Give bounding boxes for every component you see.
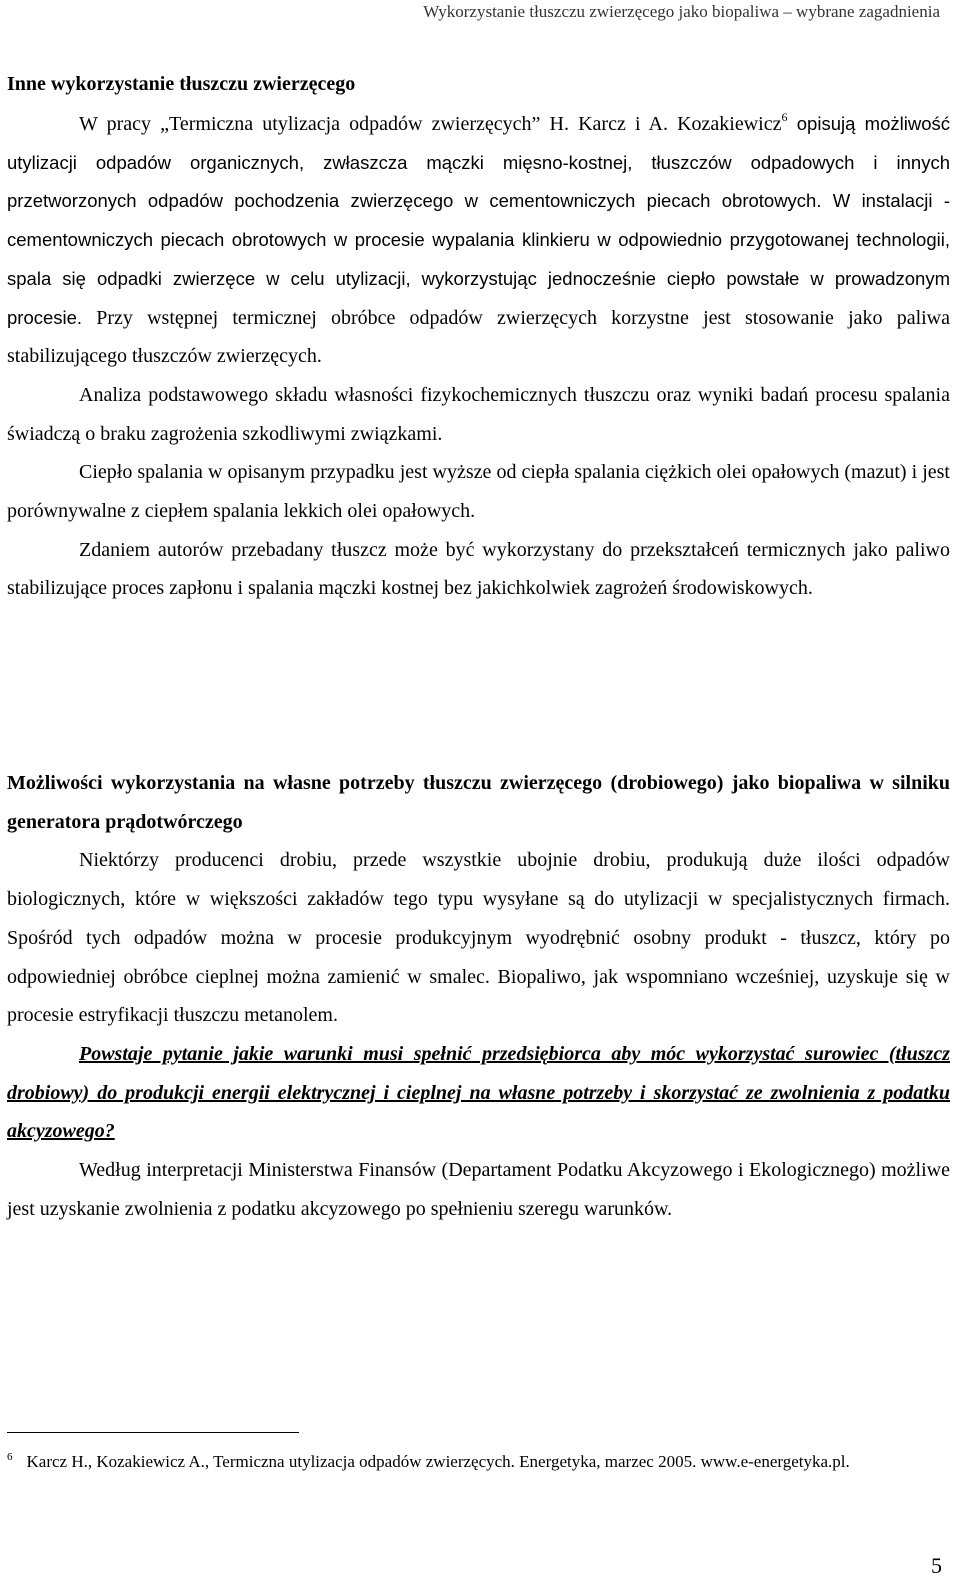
paragraph-text-part3: Przy wstępnej termicznej obróbce odpadów zwierzęcych korzystne jest stosowanie jako paliwa stabilizującego tłuszczów zwierzęcych.	[7, 306, 950, 368]
paragraph-authors-opinion: Zdaniem autorów przebadany tłuszcz może być wykorzystany do przekształceń termicznych jako paliwo stabilizujące proces zapłonu i spalania mączki kostnej bez jakichkolwiek zagrożeń środowiskowych.	[7, 538, 950, 600]
footnote-separator	[7, 1432, 299, 1433]
paragraph-heat-of-combustion: Ciepło spalania w opisanym przypadku jest wyższe od ciepła spalania ciężkich olei opałowych (mazut) i jest porównywalne z ciepłem spalania lekkich olei opałowych.	[7, 461, 950, 523]
page-number: 5	[931, 1553, 942, 1578]
footnote	[7, 1451, 950, 1472]
section-other-uses-body	[7, 105, 950, 608]
paragraph-karcz-kozakiewicz	[7, 105, 950, 376]
paragraph-poultry-producers: Niektórzy producenci drobiu, przede wszystkie ubojnie drobiu, produkują duże ilości odpadów biologicznych, które w większości zakładów tego typu wysyłane są do utylizacji w specjalistycznych firmach. Spośród tych odpadów można w procesie produkcyjnym wyodrębnić osobny produkt - tłuszcz, który po odpowiedniej obróbce cieplnej można zamienić w smalec. Biopaliwo, jak wspomniano wcześniej, uzyskuje się w procesie estryfikacji tłuszczu metanolem.	[7, 849, 950, 1027]
section-title-own-needs: Możliwości wykorzystania na własne potrzeby tłuszczu zwierzęcego (drobiowego) jako biopaliwa w silniku generatora prądotwórczego	[7, 772, 950, 833]
running-header: Wykorzystanie tłuszczu zwierzęcego jako biopaliwa – wybrane zagadnienia	[423, 2, 940, 21]
paragraph-text-part1: W pracy „Termiczna utylizacja odpadów zwierzęcych” H. Karcz i A. Kozakiewicz	[79, 113, 782, 135]
footnote-reference: 6	[781, 110, 788, 124]
paragraph-ministry-interpretation: Według interpretacji Ministerstwa Finansów (Departament Podatku Akcyzowego i Ekologicznego) możliwe jest uzyskanie zwolnienia z podatku akcyzowego po spełnieniu szeregu warunków.	[7, 1159, 950, 1220]
section-own-needs-body	[7, 764, 950, 1228]
paragraph-question: Powstaje pytanie jakie warunki musi spełnić przedsiębiorca aby móc wykorzystać surowiec (tłuszcz drobiowy) do produkcji energii elektrycznej i cieplnej na własne potrzeby i skorzystać ze zwolnienia z podatku akcyzowego?	[7, 1042, 950, 1143]
paragraph-analysis: Analiza podstawowego składu własności fizykochemicznych tłuszczu oraz wyniki badań procesu spalania świadczą o braku zagrożenia szkodliwymi związkami.	[7, 383, 950, 445]
section-title-other-uses: Inne wykorzystanie tłuszczu zwierzęcego	[7, 73, 356, 95]
paragraph-text-part2: opisują możliwość utylizacji odpadów organicznych, zwłaszcza mączki mięsno-kostnej, tłuszczów odpadowych i innych przetworzonych odpadów pochodzenia zwierzęcego w cementowniczych piecach obrotowych. W instalacji - cementowniczych piecach obrotowych w procesie wypalania klinkieru w odpowiednio przygotowanej technologii, spala się odpadki zwierzęce w celu utylizacji, wykorzystując jednocześnie ciepło powstałe w prowadzonym procesie.	[7, 113, 950, 328]
footnote-text: Karcz H., Kozakiewicz A., Termiczna utylizacja odpadów zwierzęcych. Energetyka, marzec 2005. www.e-energetyka.pl.	[26, 1452, 850, 1471]
footnote-number: 6	[7, 1451, 13, 1463]
